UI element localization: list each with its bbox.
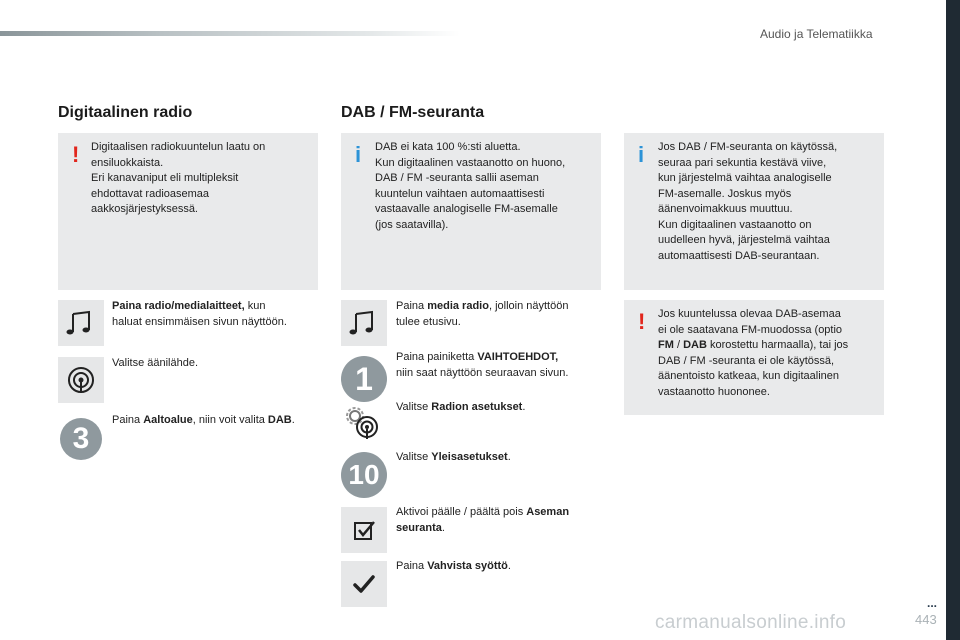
page-dots: ... xyxy=(927,596,938,610)
warning-box-fm-unavailable xyxy=(624,300,884,415)
warning-box-digital-radio xyxy=(58,133,318,290)
info-text: DAB ei kata 100 %:sti aluetta. Kun digitaalinen vastaanotto on huono, DAB / FM -seuranta sallii aseman kuuntelun vaihtaen automaattisesti vastaavalle analogiselle FM-asemalle (jos saatavilla). xyxy=(375,141,566,231)
watermark: carmanualsonline.info xyxy=(655,612,847,633)
music-note-icon xyxy=(341,300,387,346)
info-icon: i xyxy=(355,142,362,167)
warning-icon: ! xyxy=(72,142,80,167)
step-number-3: 3 xyxy=(58,416,104,462)
step-press-band: Paina Aaltoalue, niin voit valita DAB. xyxy=(112,414,295,426)
step-confirm-input: Paina Vahvista syöttö. xyxy=(396,560,511,572)
header-bar xyxy=(0,31,460,36)
step-select-general-settings: Valitse Yleisasetukset. xyxy=(396,451,511,463)
warning-text: Jos kuuntelussa olevaa DAB-asemaa ei ole saatavana FM-muodossa (optio FM / DAB korostettu harmaalla), tai jos DAB / FM -seuranta ei ole käytössä, äänentoisto katkeaa, kun digitaalinen vastaanotto huononee. xyxy=(658,308,849,398)
checkmark-icon xyxy=(341,561,387,607)
warning-text: Digitaalisen radiokuuntelun laatu on ensiluokkaista. Eri kanavaniput eli multipleksit ehdottavat radioasemaa aakkosjärjestyksessä. xyxy=(91,141,266,215)
step-number-1: 1 xyxy=(341,356,387,402)
section-title-digital-radio: Digitaalinen radio xyxy=(58,104,193,121)
step-select-source: Valitse äänilähde. xyxy=(112,357,199,369)
chapter-header: Audio ja Telematiikka xyxy=(760,27,873,41)
radio-settings-icon xyxy=(341,402,387,448)
info-box-fm-tracking xyxy=(624,133,884,290)
step-number-10: 10 xyxy=(341,452,387,498)
info-icon: i xyxy=(638,142,645,167)
step-press-radio-media: Paina radio/medialaitteet, kun haluat ensimmäisen sivun näyttöön. xyxy=(112,300,287,328)
checkbox-icon xyxy=(341,507,387,553)
page-edge-strip xyxy=(946,0,960,640)
music-note-icon xyxy=(58,300,104,346)
step-press-options: Paina painiketta VAIHTOEHDOT, niin saat näyttöön seuraavan sivun. xyxy=(396,351,569,379)
step-press-media-radio: Paina media radio, jolloin näyttöön tulee etusivu. xyxy=(396,300,569,328)
step-select-radio-settings: Valitse Radion asetukset. xyxy=(396,401,526,413)
radio-source-icon xyxy=(58,357,104,403)
info-box-dab-coverage xyxy=(341,133,601,290)
info-text: Jos DAB / FM-seuranta on käytössä, seuraa pari sekuntia kestävä viive, kun järjestelmä vaihtaa analogiselle FM-asemalle. Joskus myös äänenvoimakkuus muuttuu. Kun digitaalinen vastaanotto on uudelleen hyvä, järjestelmä vaihtaa automaattisesti DAB-seurantaan. xyxy=(658,141,838,262)
page-number: 443 xyxy=(915,612,937,627)
step-toggle-station-tracking: Aktivoi päälle / päältä pois Aseman seuranta. xyxy=(396,506,570,534)
section-title-dab-fm: DAB / FM-seuranta xyxy=(341,104,485,121)
warning-icon: ! xyxy=(638,309,646,334)
